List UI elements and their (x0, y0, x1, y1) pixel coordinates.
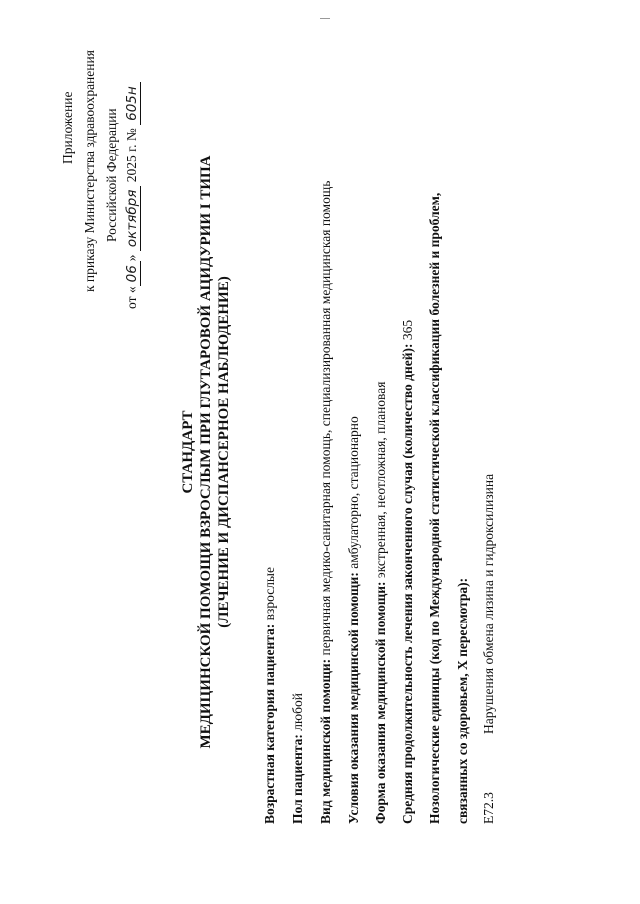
field-care-form (373, 382, 389, 824)
date-prefix: от « (124, 286, 139, 309)
field-care-type (318, 181, 334, 824)
field-value: 365 (400, 319, 415, 344)
field-value: амбулаторно, стационарно (346, 416, 361, 573)
field-value: любой (290, 693, 305, 735)
field-sex (290, 693, 306, 824)
diagnosis-code: E72.3 (481, 792, 496, 824)
appendix-date-line (124, 82, 140, 309)
handwritten-number: 605н (124, 82, 141, 125)
handwritten-month: октября (124, 186, 141, 251)
field-care-conditions (346, 416, 362, 824)
field-value: экстренная, неотложная, плановая (373, 381, 388, 582)
page-title: СТАНДАРТ (180, 410, 196, 494)
field-duration (400, 320, 416, 824)
appendix-line1: к приказу Министерства здравоохранения (82, 50, 97, 292)
field-value: взрослые (262, 567, 277, 624)
appendix-line2: Российской Федерации (104, 108, 119, 242)
handwritten-day: 06 (124, 261, 141, 286)
diagnosis-name: Нарушения обмена лизина и гидроксилизина (481, 473, 496, 734)
scan-mark (320, 12, 330, 19)
field-value: первичная медико-санитарная помощь, специализированная медицинская помощь (318, 180, 333, 659)
field-age-category (262, 567, 278, 824)
field-label: Пол пациента: (290, 734, 305, 824)
field-label: Средняя продолжительность лечения законченного случая (количество дней): (400, 343, 415, 824)
page-subtitle-1: МЕДИЦИНСКОЙ ПОМОЩИ ВЗРОСЛЫМ ПРИ ГЛУТАРОВОЙ АЦИДУРИИ I ТИПА (198, 155, 214, 749)
date-mid: » (124, 254, 139, 262)
field-label: Вид медицинской помощи: (318, 658, 333, 824)
appendix-title: Приложение (60, 91, 75, 164)
field-label: Форма оказания медицинской помощи: (373, 581, 388, 824)
field-label: Условия оказания медицинской помощи: (346, 572, 361, 824)
year-text: 2025 г. № (124, 128, 139, 183)
field-label: Возрастная категория пациента: (262, 623, 277, 824)
page-subtitle-2: (ЛЕЧЕНИЕ И ДИСПАНСЕРНОЕ НАБЛЮДЕНИЕ) (216, 276, 232, 628)
nosology-line-1: Нозологические единицы (код по Международной статистической классификации болезней и проблем, (427, 192, 442, 824)
nosology-line-2: связанных со здоровьем, X пересмотра): (455, 577, 470, 824)
